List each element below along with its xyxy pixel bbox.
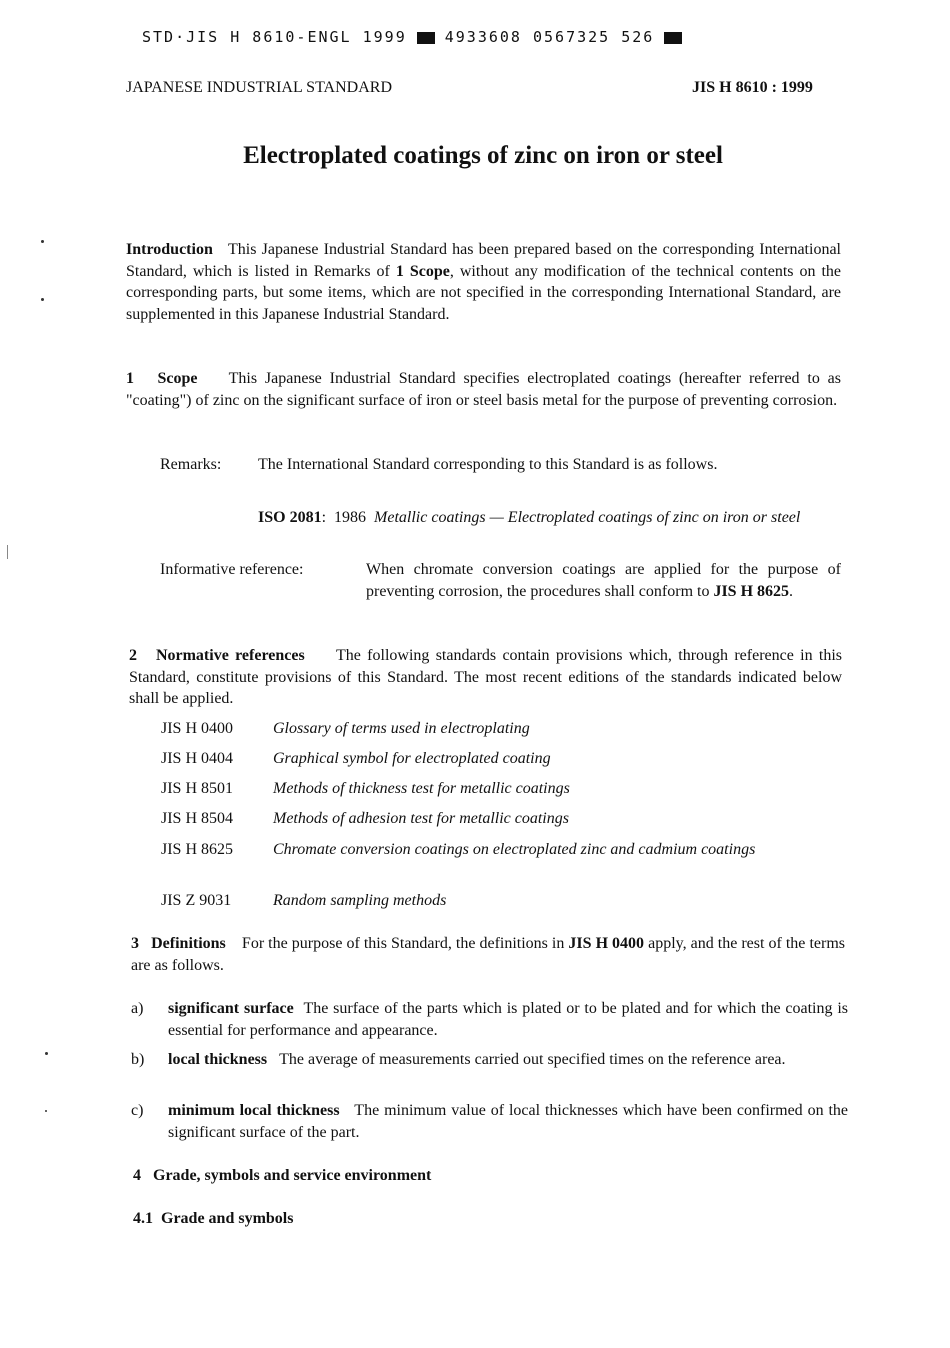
definition-letter: a) <box>131 1000 144 1017</box>
definition-term: minimum local thickness <box>168 1102 340 1119</box>
definitions-text-1: For the purpose of this Standard, the definitions in <box>241 935 569 952</box>
section-4-heading <box>133 1165 431 1187</box>
scan-line-mark <box>7 545 8 559</box>
reference-title: Methods of thickness test for metallic coatings <box>273 780 570 797</box>
iso-year: 1986 <box>334 509 367 526</box>
definition-letter: b) <box>131 1051 145 1068</box>
section-4-1-heading <box>133 1208 293 1230</box>
reference-title: Glossary of terms used in electroplating <box>273 720 530 737</box>
definitions-text-2: apply, and the rest of the terms are as follows. <box>131 935 845 974</box>
scan-dot <box>41 240 44 243</box>
reference-code: JIS H 8625 <box>161 841 234 858</box>
section-4-title: Grade, symbols and service environment <box>153 1167 432 1184</box>
remarks-label: Remarks: <box>160 456 222 473</box>
scan-header-line <box>142 27 692 49</box>
scan-line-text: STD·JIS H 8610-ENGL 1999 <box>142 28 407 46</box>
scan-bar-2 <box>664 32 682 44</box>
definition-item <box>131 1049 848 1093</box>
definitions-number: 3 <box>131 935 139 952</box>
normative-heading: Normative references <box>155 647 305 664</box>
scan-number-text: 4933608 0567325 526 <box>444 28 655 46</box>
remarks-text: The International Standard corresponding to this Standard is as follows. <box>258 456 718 473</box>
header-left: JAPANESE INDUSTRIAL STANDARD <box>126 79 392 96</box>
reference-code: JIS H 8501 <box>161 780 234 797</box>
scan-bar-1 <box>417 32 435 44</box>
definition-text: The surface of the parts which is plated or to be plated and for which the coating is essential for performance and appearance. <box>168 1000 849 1039</box>
introduction-ref: 1 Scope <box>395 262 450 280</box>
definitions-paragraph <box>131 933 845 976</box>
definition-item <box>131 998 848 1042</box>
section-4-1-title: Grade and symbols <box>161 1210 294 1227</box>
reference-code: JIS H 0404 <box>161 750 234 767</box>
scan-dot <box>45 1110 47 1112</box>
definition-term: significant surface <box>168 1000 294 1017</box>
informative-ref: JIS H 8625 <box>713 582 790 600</box>
definitions-heading: Definitions <box>151 935 226 952</box>
section-4-number: 4 <box>133 1167 141 1184</box>
introduction-heading: Introduction <box>126 241 213 258</box>
introduction-paragraph <box>126 239 841 325</box>
normative-paragraph <box>129 645 842 710</box>
iso-code: ISO 2081 <box>258 509 322 526</box>
definitions-ref: JIS H 0400 <box>568 935 645 952</box>
definition-body <box>168 998 848 1041</box>
iso-title: Metallic coatings — Electroplated coatings of zinc on iron or steel <box>374 509 801 526</box>
definition-term: local thickness <box>168 1051 268 1068</box>
iso-sep: : <box>321 509 327 526</box>
introduction-text-1: This Japanese Industrial Standard has been prepared based on the corresponding International Standard, which is listed in Remarks of <box>126 241 841 280</box>
definition-body <box>168 1049 848 1071</box>
informative-text: When chromate conversion coatings are applied for the purpose of preventing corrosion, the procedures shall conform to <box>366 561 841 600</box>
reference-code: JIS H 8504 <box>161 810 234 827</box>
definition-item <box>131 1100 848 1144</box>
informative-end: . <box>789 582 794 600</box>
header-right: JIS H 8610 : 1999 <box>692 79 813 96</box>
scan-dot <box>45 1052 48 1055</box>
scope-number: 1 <box>126 370 134 387</box>
introduction-text-2: , without any modification of the technical contents on the corresponding parts, but some items, which are not specified in the corresponding International Standard, are supplemented in this Japanese Industrial Standard. <box>126 262 842 323</box>
definition-text: The average of measurements carried out specified times on the reference area. <box>279 1051 786 1068</box>
section-4-1-number: 4.1 <box>133 1210 153 1227</box>
scope-text: This Japanese Industrial Standard specifies electroplated coatings (hereafter referred to as "coating") of zinc on the significant surface of iron or steel basis metal for the purpose of preventing corrosion. <box>126 370 842 409</box>
reference-code: JIS Z 9031 <box>161 892 232 909</box>
reference-code: JIS H 0400 <box>161 720 234 737</box>
informative-label: Informative reference: <box>160 561 304 578</box>
definition-letter: c) <box>131 1102 144 1119</box>
iso-reference <box>258 507 841 529</box>
reference-title: Methods of adhesion test for metallic coatings <box>273 810 569 827</box>
informative-text-block <box>366 559 841 602</box>
reference-title: Graphical symbol for electroplated coating <box>273 750 551 767</box>
page-title: Electroplated coatings of zinc on iron or steel <box>243 142 723 169</box>
normative-text: The following standards contain provisions which, through reference in this Standard, constitute provisions of this Standard. The most recent editions of the standards indicated below shall be applied. <box>129 647 843 707</box>
reference-title: Chromate conversion coatings on electroplated zinc and cadmium coatings <box>273 841 756 858</box>
normative-number: 2 <box>129 647 137 664</box>
scope-paragraph <box>126 368 841 411</box>
reference-title: Random sampling methods <box>273 892 447 909</box>
definition-body <box>168 1100 848 1143</box>
definition-text: The minimum value of local thicknesses which have been confirmed on the significant surface of the part. <box>168 1102 849 1141</box>
scan-dot <box>41 298 44 301</box>
scope-heading: Scope <box>157 370 198 387</box>
